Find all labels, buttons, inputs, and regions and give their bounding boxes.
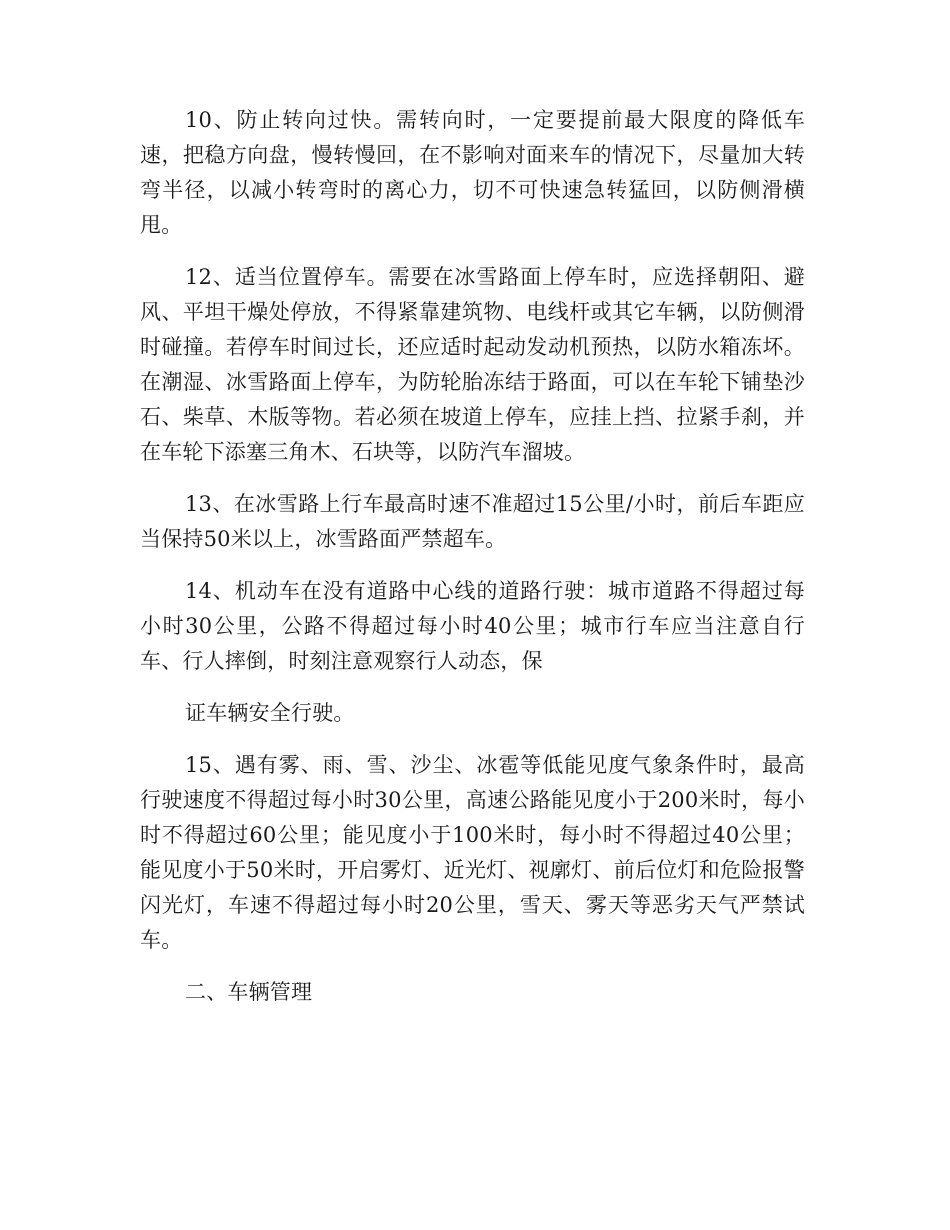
section-heading: 二、车辆管理 (185, 980, 313, 1004)
paragraph-item-14: 14、机动车在没有道路中心线的道路行驶：城市道路不得超过每小时30公里，公路不得超过每小时40公里；城市行车应当注意自行车、行人摔倒，时刻注意观察行人动态，保 (140, 579, 805, 673)
document-body (140, 103, 805, 1010)
paragraph-item-15: 15、遇有雾、雨、雪、沙尘、冰雹等低能见度气象条件时，最高行驶速度不得超过每小时30公里，高速公路能见度小于200米时，每小时不得超过60公里；能见度小于100米时，每小时不得超过40公里；能见度小于50米时，开启雾灯、近光灯、视廓灯、前后位灯和危险报警闪光灯，车速不得超过每小时20公里，雪天、雾天等恶劣天气严禁试车。 (140, 753, 805, 952)
paragraph-item-12: 12、适当位置停车。需要在冰雪路面上停车时，应选择朝阳、避风、平坦干燥处停放，不得紧靠建筑物、电线杆或其它车辆，以防侧滑时碰撞。若停车时间过长，还应适时起动发动机预热，以防水箱冻坏。在潮湿、冰雪路面上停车，为防轮胎冻结于路面，可以在车轮下铺垫沙石、柴草、木版等物。若必须在坡道上停车，应挂上挡、拉紧手刹，并在车轮下添塞三角木、石块等，以防汽车溜坡。 (140, 265, 805, 464)
paragraph-item-13: 13、在冰雪路上行车最高时速不准超过15公里/小时，前后车距应当保持50米以上，冰雪路面严禁超车。 (140, 492, 805, 551)
paragraph-item-10: 10、防止转向过快。需转向时，一定要提前最大限度的降低车速，把稳方向盘，慢转慢回，在不影响对面来车的情况下，尽量加大转弯半径，以减小转弯时的离心力，切不可快速急转猛回，以防侧滑横甩。 (140, 108, 805, 237)
paragraph-item-14-continuation: 证车辆安全行驶。 (185, 701, 355, 725)
